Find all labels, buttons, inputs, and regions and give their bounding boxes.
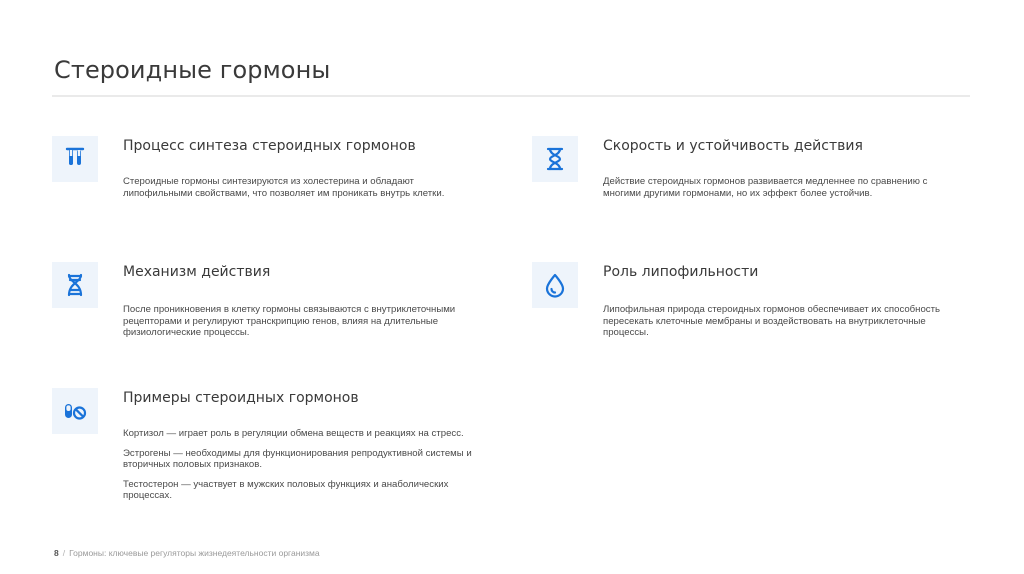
card-paragraph: После проникновения в клетку гормоны связываются с внутриклеточными рецепторами и регулируют транскрипцию генов, влияя на длительные физиологические процессы. — [123, 304, 456, 339]
dna-icon — [52, 262, 98, 308]
card-heading: Роль липофильности — [603, 264, 759, 280]
card-body — [603, 304, 953, 347]
water-drop-icon — [532, 262, 578, 308]
page-number: 8 — [54, 548, 59, 558]
card-heading: Примеры стероидных гормонов — [123, 390, 359, 406]
card-paragraph: Липофильная природа стероидных гормонов обеспечивает их способность пересекать клеточные мембраны и воздействовать на внутриклеточные процессы. — [603, 304, 940, 339]
pills-icon — [52, 388, 98, 434]
footer-separator: / — [62, 548, 66, 558]
card-paragraph: Стероидные гормоны синтезируются из холестерина и обладают липофильными свойствами, что позволяет им проникать внутрь клетки. — [123, 176, 445, 199]
card-body — [123, 176, 473, 207]
card-body — [123, 304, 473, 347]
slide-title: Стероидные гормоны — [54, 56, 331, 84]
card-heading: Скорость и устойчивость действия — [603, 138, 863, 154]
card-body — [603, 176, 953, 207]
card-paragraph: Кортизол — играет роль в регуляции обмена веществ и реакциях на стресс. — [123, 428, 464, 439]
test-tubes-icon — [52, 136, 98, 182]
card-heading: Процесс синтеза стероидных гормонов — [123, 138, 416, 154]
footer-text: Гормоны: ключевые регуляторы жизнедеятельности организма — [69, 548, 320, 558]
card-paragraph: Действие стероидных гормонов развивается медленнее по сравнению с многими другими гормонами, но их эффект более устойчив. — [603, 176, 928, 199]
card-paragraph: Эстрогены — необходимы для функционирования репродуктивной системы и вторичных половых признаков. — [123, 447, 472, 471]
card-heading: Механизм действия — [123, 264, 271, 280]
title-divider — [52, 95, 970, 97]
card-body — [123, 428, 473, 510]
hourglass-icon — [532, 136, 578, 182]
card-paragraph: Тестостерон — участвует в мужских половых функциях и анаболических процессах. — [123, 478, 449, 502]
slide-footer — [54, 548, 320, 558]
